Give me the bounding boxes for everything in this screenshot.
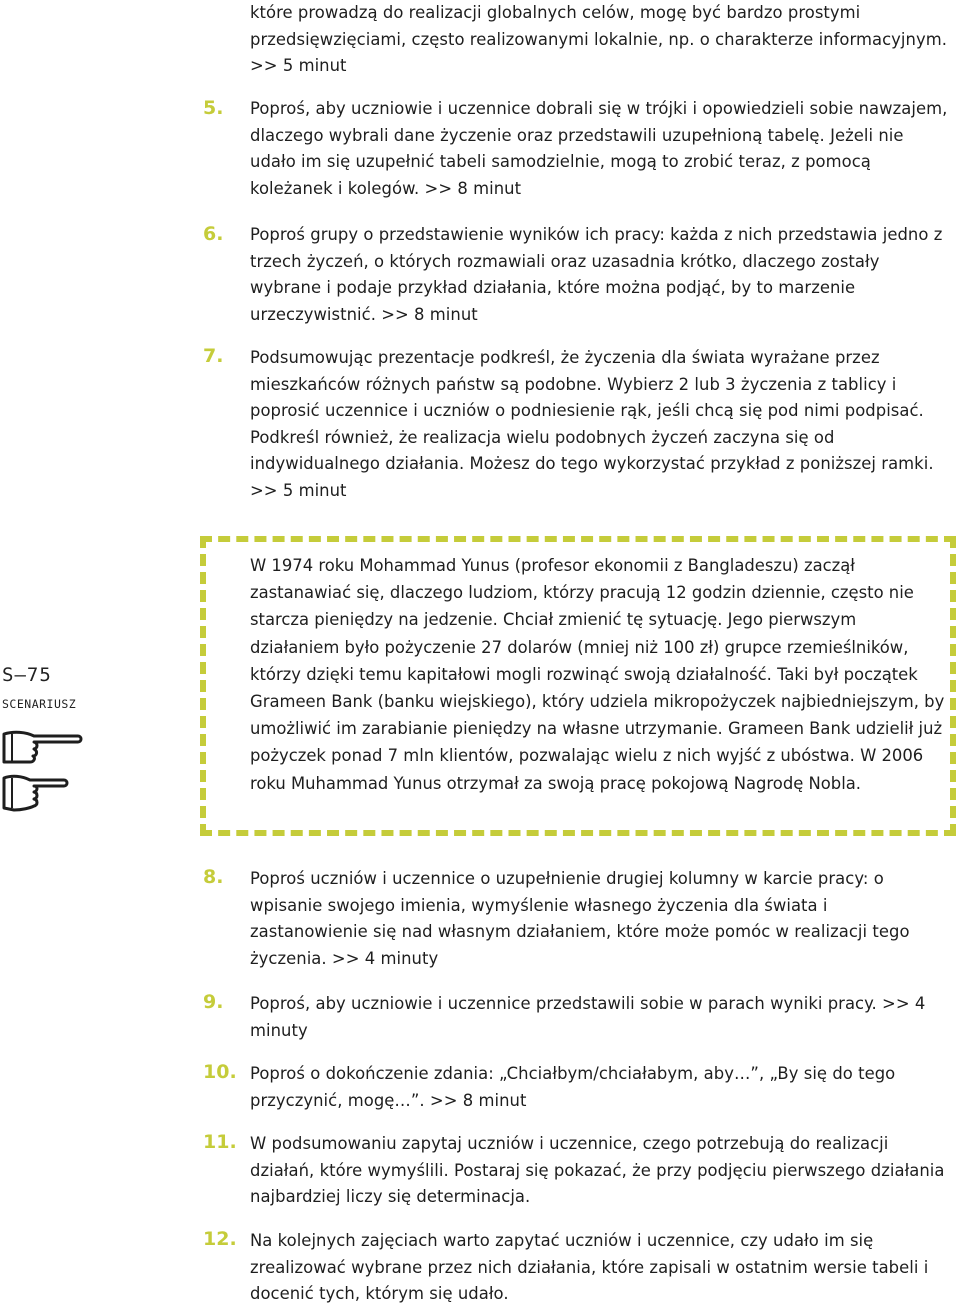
step-text: Podsumowując prezentacje podkreśl, że życzenia dla świata wyrażane przez mieszkańców różnych państw są podobne. Wybierz 2 lub 3 życzenia z tablicy i poprosić uczennice i uczniów o podniesienie rąk, jeśli chcą się pod nimi podpisać. Podkreśl również, że realizacja wielu podobnych życzeń zaczyna się od indywidualnego działania. Możesz do tego wykorzystać przykład z poniższej ramki. >> 5 minut — [250, 348, 934, 500]
intro-continuation: które prowadzą do realizacji globalnych celów, mogę być bardzo prostymi przedsięwzięciami, często realizowanymi lokalnie, np. o charakterze informacyjnym. >> 5 minut — [250, 3, 948, 76]
step-text: Poproś, aby uczniowie i uczennice dobrali się w trójki i opowiedzieli sobie nawzajem, dlaczego wybrali dane życzenie oraz przedstawili uzupełnioną tabelę. Jeżeli nie udało im się uzupełnić tabeli samodzielnie, mogą to zrobić teraz, z pomocą koleżanek i kolegów. >> 8 minut — [250, 99, 948, 198]
step-text: Poproś grupy o przedstawienie wyników ich pracy: każda z nich przedstawia jedno z trzech życzeń, o których rozmawiali oraz uzasadnia krótko, dlaczego zostały wybrane i podaje przykład działania, które można podjąć, by to marzenie urzeczywistnić. >> 8 minut — [250, 225, 943, 324]
step-number: 6. — [203, 223, 224, 245]
step-number: 8. — [203, 866, 224, 888]
pointing-hand-icon — [0, 772, 84, 814]
step-number: 9. — [203, 991, 224, 1013]
pointing-hand-icon — [0, 728, 84, 768]
step-number: 7. — [203, 345, 224, 367]
step-number: 11. — [203, 1131, 237, 1153]
scenario-label: SCENARIUSZ — [2, 697, 77, 711]
step-text: Na kolejnych zajęciach warto zapytać uczniów i uczennice, czy udało im się zrealizować wybrane przez nich działania, które zapisali w ostatnim wersie tabeli i docenić tych, którym się udało. — [250, 1231, 929, 1304]
step-number: 10. — [203, 1061, 237, 1083]
step-text: W podsumowaniu zapytaj uczniów i uczennice, czego potrzebują do realizacji działań, które wymyślili. Postaraj się pokazać, że przy podjęciu pierwszego działania najbardziej liczy się determinacja. — [250, 1134, 945, 1207]
step-number: 12. — [203, 1228, 237, 1250]
step-text: Poproś uczniów i uczennice o uzupełnienie drugiej kolumny w karcie pracy: o wpisanie swojego imienia, wymyślenie własnego życzenia dla świata i zastanowienie się nad własnym działaniem, które może pomóc w realizacji tego życzenia. >> 4 minuty — [250, 869, 910, 968]
step-text: Poproś, aby uczniowie i uczennice przedstawili sobie w parach wyniki pracy. >> 4 minuty — [250, 994, 926, 1040]
scenario-code: S–75 — [2, 664, 52, 686]
step-number: 5. — [203, 97, 224, 119]
step-text: Poproś o dokończenie zdania: „Chciałbym/chciałabym, aby…”, „By się do tego przyczynić, mogę…”. >> 8 minut — [250, 1064, 896, 1110]
yunus-story: W 1974 roku Mohammad Yunus (profesor ekonomii z Bangladeszu) zaczął zastanawiać się, dlaczego ludziom, którzy pracują 12 godzin dziennie, często nie starcza pieniędzy na jedzenie. Chciał zmienić tę sytuację. Jego pierwszym działaniem było pożyczenie 27 dolarów (mniej niż 100 zł) grupce rzemieślników, którzy dzięki temu kapitałowi mogli rozwinąć swoją działalność. Taki był początek Grameen Bank (banku wiejskiego), który udziela mikropożyczek najbiedniejszym, by umożliwić im zarabianie pieniędzy na własne utrzymanie. Grameen Bank udzielił już pożyczek ponad 7 mln klientów, pozwalając wielu z nich wyjść z ubóstwa. W 2006 roku Muhammad Yunus otrzymał za swoją pracę pokojową Nagrodę Nobla. — [250, 556, 945, 793]
